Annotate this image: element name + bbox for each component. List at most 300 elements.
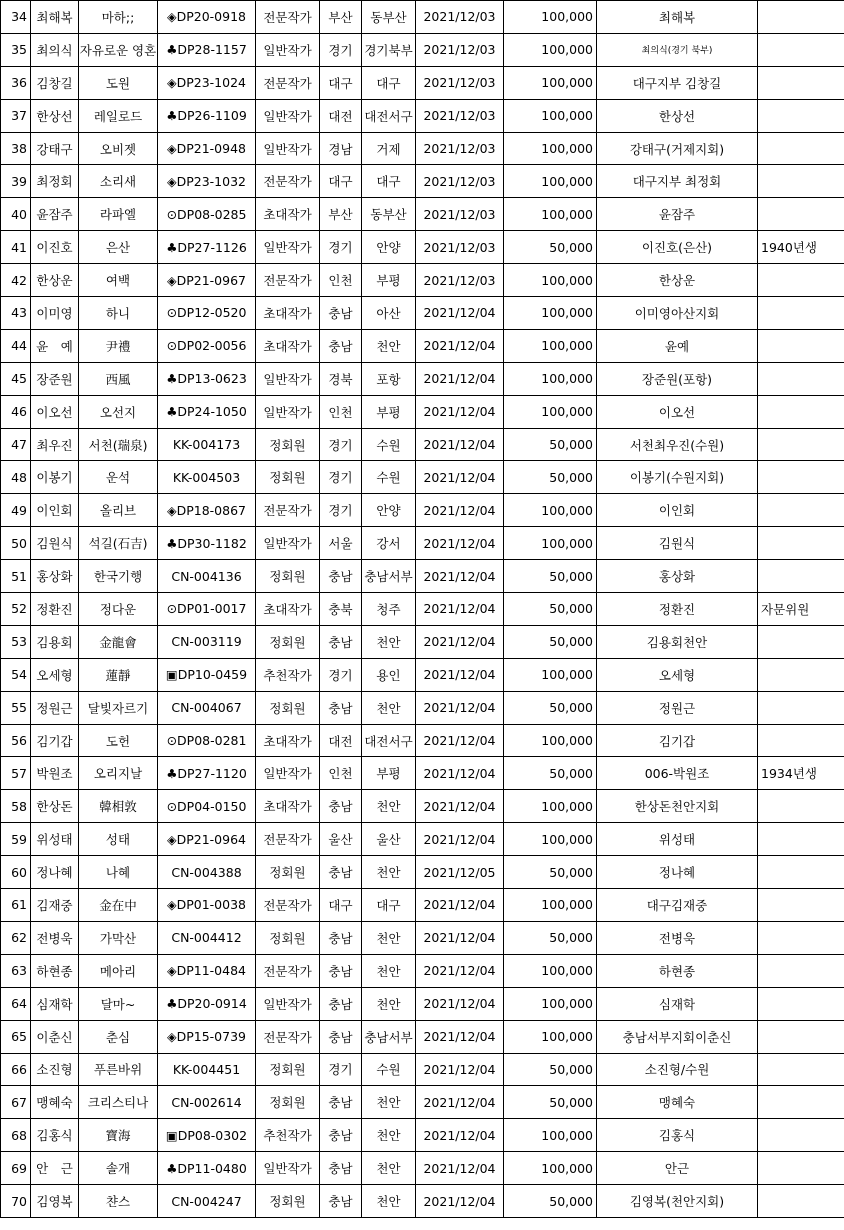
cell-payment-date: 2021/12/03 (416, 1, 504, 34)
cell-amount: 50,000 (504, 593, 597, 626)
table-row (1, 921, 844, 954)
cell-member-name: 김재중 (31, 889, 79, 922)
cell-branch: 수원 (362, 428, 416, 461)
cell-number: 49 (1, 494, 31, 527)
cell-region: 충남 (320, 297, 362, 330)
cell-note (758, 1086, 844, 1119)
cell-note (758, 1119, 844, 1152)
cell-amount: 100,000 (504, 889, 597, 922)
cell-note (758, 889, 844, 922)
table-row (1, 1053, 844, 1086)
cell-branch: 천안 (362, 1119, 416, 1152)
table-row (1, 1185, 844, 1218)
cell-pen-name: 하니 (79, 297, 158, 330)
cell-amount: 100,000 (504, 1152, 597, 1185)
cell-amount: 100,000 (504, 1020, 597, 1053)
cell-member-grade: 정회원 (256, 461, 320, 494)
cell-pen-name: 나혜 (79, 856, 158, 889)
table-row (1, 823, 844, 856)
cell-amount: 100,000 (504, 33, 597, 66)
cell-note (758, 1, 844, 34)
cell-region: 충남 (320, 954, 362, 987)
cell-member-name: 김창길 (31, 66, 79, 99)
table-row (1, 198, 844, 231)
cell-payment-date: 2021/12/04 (416, 494, 504, 527)
cell-note (758, 297, 844, 330)
table-row (1, 987, 844, 1020)
cell-number: 53 (1, 625, 31, 658)
cell-note: 자문위원 (758, 593, 844, 626)
cell-depositor: 대구지부 김창길 (597, 66, 758, 99)
table-row (1, 658, 844, 691)
cell-member-code: ♣DP30-1182 (158, 527, 256, 560)
cell-member-grade: 정회원 (256, 625, 320, 658)
cell-member-grade: 일반작가 (256, 362, 320, 395)
cell-depositor: 하현종 (597, 954, 758, 987)
cell-member-code: ♣DP11-0480 (158, 1152, 256, 1185)
cell-member-code: ♣DP27-1126 (158, 231, 256, 264)
cell-number: 64 (1, 987, 31, 1020)
cell-member-name: 윤잠주 (31, 198, 79, 231)
cell-depositor: 정환진 (597, 593, 758, 626)
cell-member-code: ⊙DP12-0520 (158, 297, 256, 330)
cell-branch: 수원 (362, 1053, 416, 1086)
cell-member-grade: 전문작가 (256, 264, 320, 297)
cell-member-grade: 정회원 (256, 1185, 320, 1218)
cell-pen-name: 메아리 (79, 954, 158, 987)
cell-number: 34 (1, 1, 31, 34)
cell-region: 경북 (320, 362, 362, 395)
cell-region: 인천 (320, 757, 362, 790)
cell-note (758, 560, 844, 593)
cell-member-name: 오세형 (31, 658, 79, 691)
cell-member-code: ♣DP24-1050 (158, 395, 256, 428)
cell-member-grade: 전문작가 (256, 165, 320, 198)
cell-pen-name: 韓相敦 (79, 790, 158, 823)
cell-pen-name: 여백 (79, 264, 158, 297)
cell-member-code: CN-003119 (158, 625, 256, 658)
cell-branch: 천안 (362, 1185, 416, 1218)
cell-number: 54 (1, 658, 31, 691)
cell-member-code: ◈DP20-0918 (158, 1, 256, 34)
table-row (1, 1152, 844, 1185)
cell-region: 경기 (320, 231, 362, 264)
cell-amount: 100,000 (504, 658, 597, 691)
table-row (1, 428, 844, 461)
cell-number: 56 (1, 724, 31, 757)
cell-note (758, 1020, 844, 1053)
cell-member-grade: 전문작가 (256, 1, 320, 34)
cell-branch: 충남서부 (362, 560, 416, 593)
cell-amount: 50,000 (504, 231, 597, 264)
cell-note (758, 362, 844, 395)
cell-member-name: 하현종 (31, 954, 79, 987)
cell-amount: 100,000 (504, 329, 597, 362)
cell-amount: 100,000 (504, 297, 597, 330)
cell-payment-date: 2021/12/04 (416, 954, 504, 987)
cell-pen-name: 金龍會 (79, 625, 158, 658)
cell-pen-name: 소리새 (79, 165, 158, 198)
cell-region: 부산 (320, 1, 362, 34)
cell-pen-name: 西風 (79, 362, 158, 395)
cell-amount: 100,000 (504, 99, 597, 132)
cell-pen-name: 성태 (79, 823, 158, 856)
cell-amount: 50,000 (504, 428, 597, 461)
cell-member-name: 윤 예 (31, 329, 79, 362)
cell-amount: 100,000 (504, 165, 597, 198)
cell-member-code: KK-004503 (158, 461, 256, 494)
cell-member-code: ♣DP27-1120 (158, 757, 256, 790)
cell-number: 48 (1, 461, 31, 494)
cell-region: 충남 (320, 1119, 362, 1152)
cell-member-name: 심재학 (31, 987, 79, 1020)
cell-amount: 100,000 (504, 823, 597, 856)
cell-number: 68 (1, 1119, 31, 1152)
cell-branch: 충남서부 (362, 1020, 416, 1053)
cell-number: 36 (1, 66, 31, 99)
cell-member-grade: 일반작가 (256, 99, 320, 132)
table-row (1, 231, 844, 264)
cell-number: 67 (1, 1086, 31, 1119)
cell-note (758, 198, 844, 231)
table-row (1, 1020, 844, 1053)
cell-branch: 천안 (362, 1152, 416, 1185)
cell-member-code: ♣DP13-0623 (158, 362, 256, 395)
cell-depositor: 이오선 (597, 395, 758, 428)
cell-member-name: 소진형 (31, 1053, 79, 1086)
cell-payment-date: 2021/12/04 (416, 691, 504, 724)
cell-number: 58 (1, 790, 31, 823)
cell-payment-date: 2021/12/04 (416, 428, 504, 461)
cell-amount: 100,000 (504, 987, 597, 1020)
cell-member-code: CN-004412 (158, 921, 256, 954)
cell-amount: 100,000 (504, 395, 597, 428)
cell-amount: 100,000 (504, 66, 597, 99)
cell-branch: 아산 (362, 297, 416, 330)
cell-branch: 대구 (362, 66, 416, 99)
cell-depositor: 김기갑 (597, 724, 758, 757)
table-row (1, 33, 844, 66)
cell-region: 충남 (320, 1086, 362, 1119)
cell-member-name: 정환진 (31, 593, 79, 626)
cell-pen-name: 자유로운 영혼 (79, 33, 158, 66)
cell-region: 충남 (320, 329, 362, 362)
cell-note: 1934년생 (758, 757, 844, 790)
cell-branch: 안양 (362, 231, 416, 264)
cell-amount: 100,000 (504, 264, 597, 297)
cell-branch: 부평 (362, 757, 416, 790)
cell-region: 충남 (320, 625, 362, 658)
cell-amount: 100,000 (504, 724, 597, 757)
cell-payment-date: 2021/12/04 (416, 461, 504, 494)
cell-payment-date: 2021/12/04 (416, 1053, 504, 1086)
cell-number: 39 (1, 165, 31, 198)
cell-branch: 수원 (362, 461, 416, 494)
cell-member-code: ◈DP18-0867 (158, 494, 256, 527)
cell-depositor: 안근 (597, 1152, 758, 1185)
cell-member-grade: 전문작가 (256, 1020, 320, 1053)
cell-pen-name: 오비젯 (79, 132, 158, 165)
cell-payment-date: 2021/12/04 (416, 593, 504, 626)
table-row (1, 132, 844, 165)
cell-member-code: CN-004388 (158, 856, 256, 889)
cell-member-name: 한상운 (31, 264, 79, 297)
cell-member-name: 김영복 (31, 1185, 79, 1218)
cell-note (758, 856, 844, 889)
cell-payment-date: 2021/12/03 (416, 264, 504, 297)
table-row (1, 856, 844, 889)
cell-amount: 50,000 (504, 560, 597, 593)
cell-member-code: ◈DP01-0038 (158, 889, 256, 922)
cell-member-code: ♣DP28-1157 (158, 33, 256, 66)
cell-amount: 100,000 (504, 527, 597, 560)
cell-member-grade: 정회원 (256, 428, 320, 461)
cell-depositor: 이봉기(수원지회) (597, 461, 758, 494)
cell-amount: 100,000 (504, 198, 597, 231)
cell-depositor: 이미영아산지회 (597, 297, 758, 330)
cell-amount: 100,000 (504, 954, 597, 987)
cell-branch: 거제 (362, 132, 416, 165)
cell-region: 충남 (320, 856, 362, 889)
cell-region: 경기 (320, 33, 362, 66)
table-row (1, 1086, 844, 1119)
cell-amount: 50,000 (504, 625, 597, 658)
cell-pen-name: 가막산 (79, 921, 158, 954)
cell-branch: 대전서구 (362, 99, 416, 132)
table-row (1, 494, 844, 527)
cell-member-grade: 추천작가 (256, 1119, 320, 1152)
cell-amount: 50,000 (504, 921, 597, 954)
cell-depositor: 한상돈천안지회 (597, 790, 758, 823)
cell-member-code: KK-004451 (158, 1053, 256, 1086)
cell-pen-name: 운석 (79, 461, 158, 494)
cell-note (758, 264, 844, 297)
cell-note (758, 395, 844, 428)
table-row (1, 362, 844, 395)
cell-member-code: ⊙DP08-0285 (158, 198, 256, 231)
table-row (1, 395, 844, 428)
cell-depositor: 위성태 (597, 823, 758, 856)
cell-member-code: ◈DP21-0964 (158, 823, 256, 856)
cell-amount: 100,000 (504, 362, 597, 395)
cell-number: 41 (1, 231, 31, 264)
cell-pen-name: 金在中 (79, 889, 158, 922)
cell-member-name: 김용회 (31, 625, 79, 658)
cell-payment-date: 2021/12/03 (416, 33, 504, 66)
cell-pen-name: 은산 (79, 231, 158, 264)
cell-member-name: 이오선 (31, 395, 79, 428)
cell-branch: 대구 (362, 165, 416, 198)
table-row (1, 1119, 844, 1152)
cell-pen-name: 도헌 (79, 724, 158, 757)
cell-payment-date: 2021/12/03 (416, 231, 504, 264)
cell-member-grade: 초대작가 (256, 593, 320, 626)
cell-branch: 천안 (362, 856, 416, 889)
cell-member-code: ♣DP20-0914 (158, 987, 256, 1020)
cell-payment-date: 2021/12/05 (416, 856, 504, 889)
cell-pen-name: 달마~ (79, 987, 158, 1020)
cell-amount: 50,000 (504, 1086, 597, 1119)
cell-region: 대전 (320, 724, 362, 757)
cell-pen-name: 한국기행 (79, 560, 158, 593)
cell-region: 충남 (320, 560, 362, 593)
table-row (1, 1, 844, 34)
cell-depositor: 이인회 (597, 494, 758, 527)
cell-note (758, 66, 844, 99)
cell-note (758, 329, 844, 362)
cell-payment-date: 2021/12/04 (416, 987, 504, 1020)
cell-note: 1940년생 (758, 231, 844, 264)
cell-number: 65 (1, 1020, 31, 1053)
cell-number: 60 (1, 856, 31, 889)
cell-member-name: 위성태 (31, 823, 79, 856)
cell-pen-name: 蓮靜 (79, 658, 158, 691)
cell-pen-name: 寶海 (79, 1119, 158, 1152)
cell-amount: 50,000 (504, 461, 597, 494)
cell-region: 인천 (320, 395, 362, 428)
cell-number: 57 (1, 757, 31, 790)
cell-member-name: 정원근 (31, 691, 79, 724)
cell-member-name: 안 근 (31, 1152, 79, 1185)
cell-note (758, 658, 844, 691)
cell-number: 37 (1, 99, 31, 132)
cell-member-name: 김원식 (31, 527, 79, 560)
cell-region: 대구 (320, 889, 362, 922)
cell-member-code: CN-004247 (158, 1185, 256, 1218)
cell-pen-name: 크리스티나 (79, 1086, 158, 1119)
cell-depositor: 홍상화 (597, 560, 758, 593)
cell-pen-name: 달빛자르기 (79, 691, 158, 724)
cell-member-grade: 정회원 (256, 1053, 320, 1086)
cell-number: 62 (1, 921, 31, 954)
cell-member-name: 정나혜 (31, 856, 79, 889)
table-body (1, 1, 844, 1218)
cell-number: 51 (1, 560, 31, 593)
cell-number: 55 (1, 691, 31, 724)
cell-pen-name: 정다운 (79, 593, 158, 626)
cell-member-code: KK-004173 (158, 428, 256, 461)
cell-member-grade: 일반작가 (256, 395, 320, 428)
cell-payment-date: 2021/12/04 (416, 1086, 504, 1119)
cell-member-grade: 일반작가 (256, 757, 320, 790)
cell-depositor: 소진형/수원 (597, 1053, 758, 1086)
cell-pen-name: 춘심 (79, 1020, 158, 1053)
cell-branch: 천안 (362, 691, 416, 724)
cell-number: 69 (1, 1152, 31, 1185)
cell-member-grade: 전문작가 (256, 823, 320, 856)
cell-note (758, 494, 844, 527)
cell-member-name: 강태구 (31, 132, 79, 165)
cell-depositor: 강태구(거제지회) (597, 132, 758, 165)
cell-note (758, 625, 844, 658)
cell-branch: 천안 (362, 1086, 416, 1119)
cell-member-code: ◈DP15-0739 (158, 1020, 256, 1053)
cell-number: 61 (1, 889, 31, 922)
cell-region: 충남 (320, 921, 362, 954)
cell-pen-name: 솔개 (79, 1152, 158, 1185)
table-row (1, 264, 844, 297)
cell-depositor: 김영복(천안지회) (597, 1185, 758, 1218)
cell-member-code: ▣DP08-0302 (158, 1119, 256, 1152)
cell-region: 충남 (320, 691, 362, 724)
cell-member-code: ♣DP26-1109 (158, 99, 256, 132)
cell-payment-date: 2021/12/04 (416, 921, 504, 954)
cell-member-grade: 초대작가 (256, 198, 320, 231)
cell-number: 46 (1, 395, 31, 428)
cell-pen-name: 마하;; (79, 1, 158, 34)
cell-payment-date: 2021/12/03 (416, 66, 504, 99)
cell-member-grade: 초대작가 (256, 329, 320, 362)
cell-payment-date: 2021/12/04 (416, 889, 504, 922)
cell-branch: 울산 (362, 823, 416, 856)
cell-amount: 100,000 (504, 1, 597, 34)
cell-region: 충북 (320, 593, 362, 626)
cell-depositor: 정나혜 (597, 856, 758, 889)
cell-depositor: 윤잠주 (597, 198, 758, 231)
cell-payment-date: 2021/12/03 (416, 165, 504, 198)
cell-amount: 100,000 (504, 790, 597, 823)
cell-member-name: 맹혜숙 (31, 1086, 79, 1119)
cell-number: 50 (1, 527, 31, 560)
cell-region: 경기 (320, 494, 362, 527)
cell-payment-date: 2021/12/04 (416, 560, 504, 593)
cell-amount: 100,000 (504, 1119, 597, 1152)
cell-depositor: 김원식 (597, 527, 758, 560)
cell-note (758, 790, 844, 823)
cell-region: 대구 (320, 66, 362, 99)
cell-note (758, 165, 844, 198)
cell-member-grade: 전문작가 (256, 66, 320, 99)
cell-depositor: 정원근 (597, 691, 758, 724)
cell-note (758, 1185, 844, 1218)
cell-payment-date: 2021/12/04 (416, 1119, 504, 1152)
cell-member-code: CN-004136 (158, 560, 256, 593)
cell-note (758, 428, 844, 461)
cell-member-name: 장준원 (31, 362, 79, 395)
cell-region: 충남 (320, 790, 362, 823)
cell-member-grade: 일반작가 (256, 987, 320, 1020)
cell-member-name: 최해복 (31, 1, 79, 34)
cell-pen-name: 尹禮 (79, 329, 158, 362)
cell-branch: 천안 (362, 987, 416, 1020)
cell-note (758, 954, 844, 987)
cell-region: 대구 (320, 165, 362, 198)
cell-depositor: 충남서부지회이춘신 (597, 1020, 758, 1053)
cell-member-code: ⊙DP08-0281 (158, 724, 256, 757)
cell-member-grade: 추천작가 (256, 658, 320, 691)
cell-depositor: 심재학 (597, 987, 758, 1020)
cell-member-code: ⊙DP02-0056 (158, 329, 256, 362)
cell-branch: 안양 (362, 494, 416, 527)
cell-amount: 50,000 (504, 691, 597, 724)
cell-member-code: ◈DP11-0484 (158, 954, 256, 987)
cell-member-name: 이봉기 (31, 461, 79, 494)
cell-branch: 천안 (362, 625, 416, 658)
cell-depositor: 대구김재중 (597, 889, 758, 922)
cell-payment-date: 2021/12/04 (416, 724, 504, 757)
cell-region: 충남 (320, 987, 362, 1020)
cell-amount: 50,000 (504, 1053, 597, 1086)
cell-branch: 천안 (362, 329, 416, 362)
cell-branch: 청주 (362, 593, 416, 626)
cell-depositor: 장준원(포항) (597, 362, 758, 395)
cell-payment-date: 2021/12/03 (416, 198, 504, 231)
cell-payment-date: 2021/12/04 (416, 790, 504, 823)
cell-member-grade: 일반작가 (256, 132, 320, 165)
table-row (1, 790, 844, 823)
cell-branch: 강서 (362, 527, 416, 560)
cell-depositor: 한상선 (597, 99, 758, 132)
